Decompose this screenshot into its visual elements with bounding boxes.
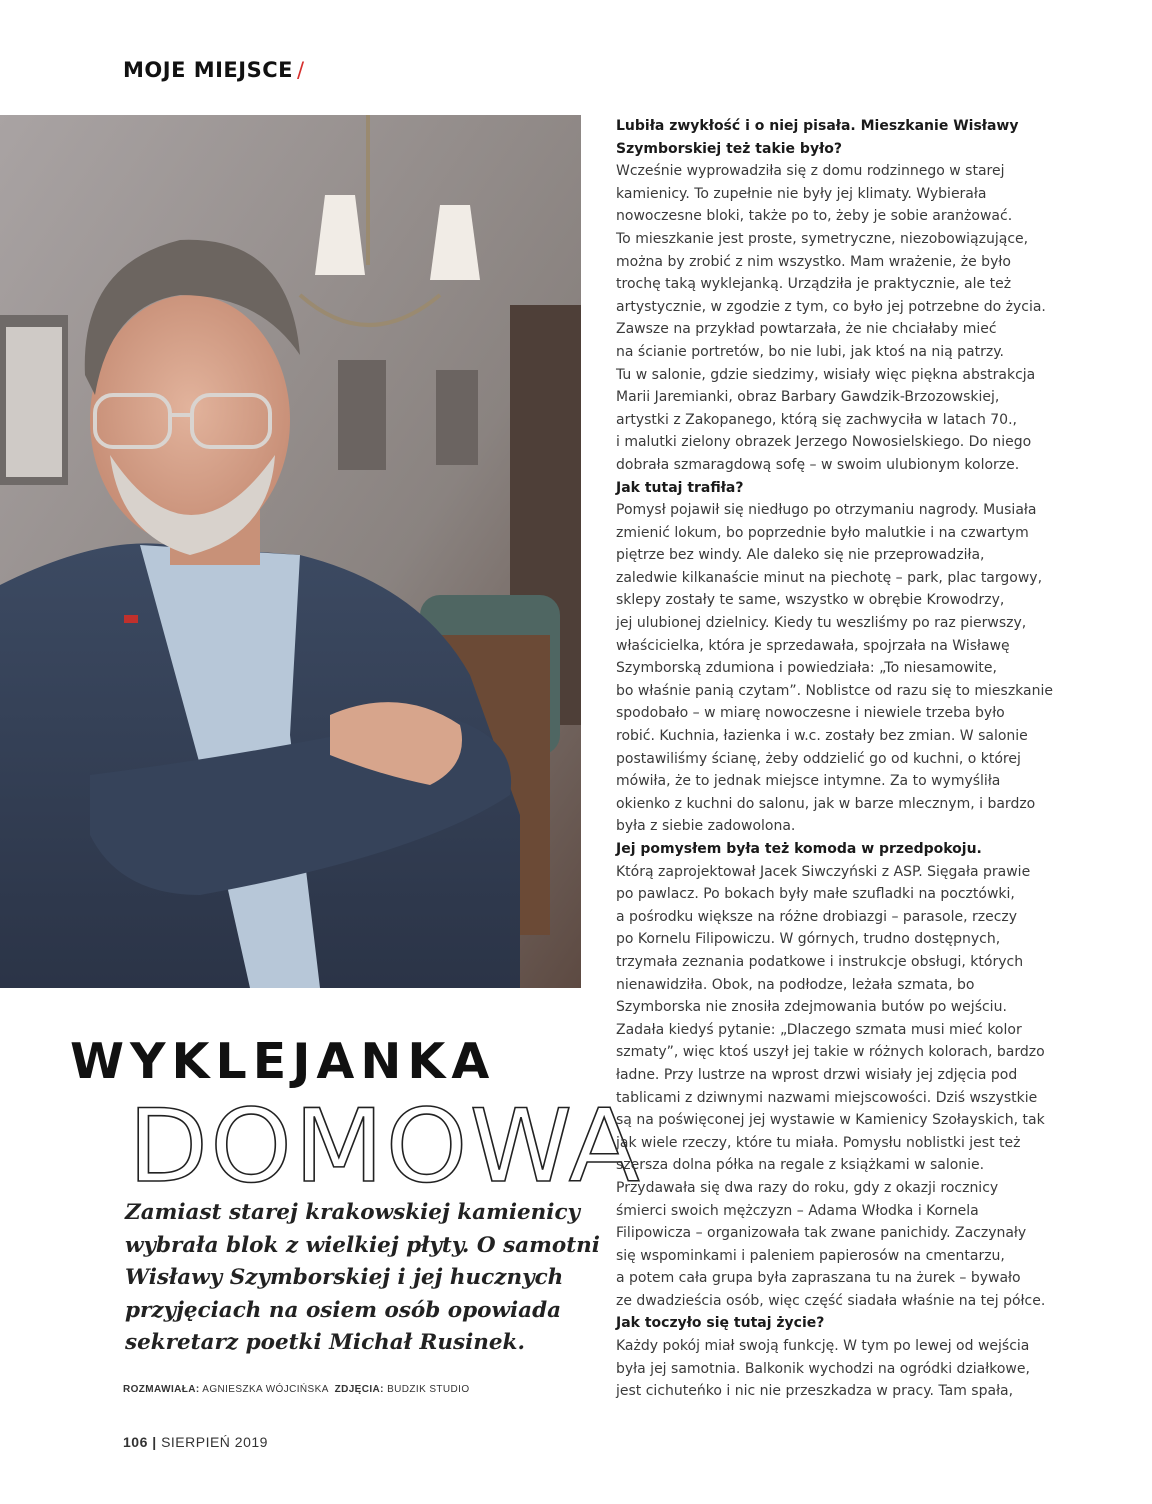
page-number: 106 <box>123 1434 148 1450</box>
interview-answer-line: Wcześnie wyprowadziła się z domu rodzinnego w starej <box>616 163 1005 180</box>
interview-answer-line: zmienić lokum, bo poprzednie było malutkie i na czwartym <box>616 524 1029 541</box>
interview-answer-line: trzymała zeznania podatkowe i instrukcje obsługi, których <box>616 953 1024 970</box>
interview-question-line: Jak tutaj trafiła? <box>616 479 744 496</box>
interview-question-line: Jej pomysłem była też komoda w przedpokoju. <box>616 841 982 857</box>
interview-answer-line: jak wiele rzeczy, które tu miała. Pomysłu noblistki jest też <box>616 1134 1021 1151</box>
credits <box>123 1384 470 1395</box>
issue-date: SIERPIEŃ 2019 <box>161 1434 268 1450</box>
interview-answer-line: trochę taką wyklejanką. Urządziła je praktycznie, ale też <box>616 276 1012 293</box>
interview-answer-line: Pomysł pojawił się niedługo po otrzymaniu nagrody. Musiała <box>616 502 1037 519</box>
interview-answer-line: sklepy zostały te same, wszystko w obrębie Krowodrzy, <box>616 592 1005 609</box>
interview-answer-line: ze dwadzieścia osób, więc część siadała właśnie na tej półce. <box>616 1292 1046 1309</box>
interview-answer-line: i malutki zielony obrazek Jerzego Nowosielskiego. Do niego <box>616 434 1032 451</box>
interview-answer-line: nienawidziła. Obok, na podłodze, leżała szmata, bo <box>616 976 975 993</box>
interview-answer-line: Tu w salonie, gdzie siedzimy, wisiały więc piękna abstrakcja <box>616 366 1036 383</box>
interview-answer-line: Filipowicza – organizowała tak zwane panichidy. Zaczynały <box>616 1225 1027 1242</box>
interview-answer-line: na ścianie portretów, bo nie lubi, jak ktoś na nią patrzy. <box>616 343 1004 360</box>
interview-answer-line: artystycznie, w zgodzie z tym, co było jej potrzebne do życia. <box>616 298 1046 315</box>
photo-label: ZDJĘCIA: <box>334 1384 384 1395</box>
interview-answer-line: można by zrobić z nim wszystko. Mam wrażenie, że było <box>616 253 1011 270</box>
headline-line-2 <box>128 1087 642 1205</box>
interview-answer-line: jej ulubionej dzielnicy. Kiedy tu weszliśmy po raz pierwszy, <box>616 615 1027 632</box>
headline-line-1: WYKLEJANKA <box>70 1033 496 1090</box>
interview-answer-line: śmierci swoich mężczyzn – Adama Włodka i Kornela <box>616 1202 979 1219</box>
interview-answer-line: a potem cała grupa była zapraszana tu na żurek – bywało <box>616 1270 1021 1287</box>
interview-answer-line: nowoczesne bloki, także po to, żeby je sobie aranżować. <box>616 208 1013 225</box>
interview-answer-line: są na poświęconej jej wystawie w Kamienicy Szołayskich, tak <box>616 1112 1045 1129</box>
interview-answer-line: piętrze bez windy. Ale daleko się nie przeprowadziła, <box>616 547 985 564</box>
interview-answer-line: Którą zaprojektował Jacek Siwczyński z ASP. Sięgała prawie <box>616 863 1031 880</box>
lead-line: Zamiast starej krakowskiej kamienicy <box>125 1200 581 1225</box>
lead-paragraph <box>125 1197 600 1360</box>
interview-answer-line: Szymborską zdumiona i powiedziała: „To niesamowite, <box>616 660 997 677</box>
interview-answer-line: się wspominkami i paleniem papierosów na cmentarzu, <box>616 1247 1005 1264</box>
interview-answer-line: Marii Jaremianki, obraz Barbary Gawdzik-Brzozowskiej, <box>616 389 1000 406</box>
section-header <box>123 58 305 82</box>
headline-line-2-text: DOMOWA <box>128 1086 642 1206</box>
portrait-photo <box>0 115 581 988</box>
interview-answer-line: bo właśnie panią czytam”. Noblistce od razu się to mieszkanie <box>616 682 1053 699</box>
interview-answer-line: a pośrodku większe na różne drobiazgi – parasole, rzeczy <box>616 908 1018 925</box>
interview-question-line: Jak toczyło się tutaj życie? <box>616 1315 825 1332</box>
article-body <box>616 115 1053 1403</box>
interview-question-line: Lubiła zwykłość i o niej pisała. Mieszkanie Wisławy <box>616 118 1019 134</box>
interview-answer-line: Zadała kiedyś pytanie: „Dlaczego szmata musi mieć kolor <box>616 1021 1022 1038</box>
interview-answer-line: To mieszkanie jest proste, symetryczne, niezobowiązujące, <box>616 230 1029 247</box>
interview-answer-line: właścicielka, która je sprzedawała, spojrzała na Wisławę <box>616 637 1010 654</box>
interview-answer-line: tablicami z dziwnymi nazwami miejscowości. Dziś wszystkie <box>616 1089 1038 1106</box>
interview-answer-line: po pawlacz. Po bokach były małe szufladki na pocztówki, <box>616 886 1015 903</box>
interview-answer-line: szersza dolna półka na regale z książkami w salonie. <box>616 1157 985 1174</box>
interview-answer-line: Każdy pokój miał swoją funkcję. W tym po lewej od wejścia <box>616 1338 1030 1355</box>
lead-line: sekretarz poetki Michał Rusinek. <box>125 1330 525 1355</box>
interview-answer-line: była jej samotnia. Balkonik wychodzi na ogródki działkowe, <box>616 1360 1030 1377</box>
interview-label: ROZMAWIAŁA: <box>123 1384 200 1395</box>
section-title: MOJE MIEJSCE <box>123 58 293 82</box>
interview-answer-line: okienko z kuchni do salonu, jak w barze mlecznym, i bardzo <box>616 795 1036 812</box>
interview-question-line: Szymborskiej też takie było? <box>616 140 843 157</box>
interview-answer-line: robić. Kuchnia, łazienka i w.c. zostały bez zmian. W salonie <box>616 728 1028 745</box>
interview-answer-line: mówiła, że to jednak miejsce intymne. Za to wymyśliła <box>616 773 1001 790</box>
lead-line: Wisławy Szymborskiej i jej hucznych <box>125 1265 564 1290</box>
interview-answer-line: kamienicy. To zupełnie nie były jej klimaty. Wybierała <box>616 185 987 202</box>
interview-answer-line: Zawsze na przykład powtarzała, że nie chciałaby mieć <box>616 321 997 338</box>
interview-answer-line: po Kornelu Filipowiczu. W górnych, trudno dostępnych, <box>616 931 1001 948</box>
interview-answer-line: spodobało – w miarę nowoczesne i niewiele trzeba było <box>616 705 1005 722</box>
interview-answer-line: była z siebie zadowolona. <box>616 818 796 835</box>
photo-credit-name: BUDZIK STUDIO <box>387 1384 470 1395</box>
footer-separator: | <box>152 1434 157 1450</box>
interview-answer-line: szmaty”, więc ktoś uszył jej takie w różnych kolorach, bardzo <box>616 1044 1045 1061</box>
interview-answer-line: Przydawała się dwa razy do roku, gdy z okazji rocznicy <box>616 1179 999 1196</box>
lead-line: przyjęciach na osiem osób opowiada <box>125 1297 562 1323</box>
interview-answer-line: postawiliśmy ścianę, żeby oddzielić go od kuchni, o której <box>616 750 1021 767</box>
interview-answer-line: dobrała szmaragdową sofę – w swoim ulubionym kolorze. <box>616 456 1020 473</box>
interview-answer-line: artystki z Zakopanego, którą się zachwyciła w latach 70., <box>616 411 1017 428</box>
lead-line: wybrała blok z wielkiej płyty. O samotni <box>125 1232 600 1258</box>
interview-answer-line: Szymborska nie znosiła zdejmowania butów po wejściu. <box>616 999 1007 1016</box>
interview-answer-line: ładne. Przy lustrze na wprost drzwi wisiały jej zdjęcia pod <box>616 1066 1018 1083</box>
interview-answer-line: jest cichuteńko i nic nie przeszkadza w pracy. Tam spała, <box>616 1383 1014 1400</box>
interview-answer-line: zaledwie kilkanaście minut na piechotę – park, plac targowy, <box>616 569 1043 586</box>
interview-name: AGNIESZKA WÓJCIŃSKA <box>202 1384 329 1395</box>
page-footer <box>123 1434 268 1450</box>
section-slash: / <box>296 58 305 82</box>
